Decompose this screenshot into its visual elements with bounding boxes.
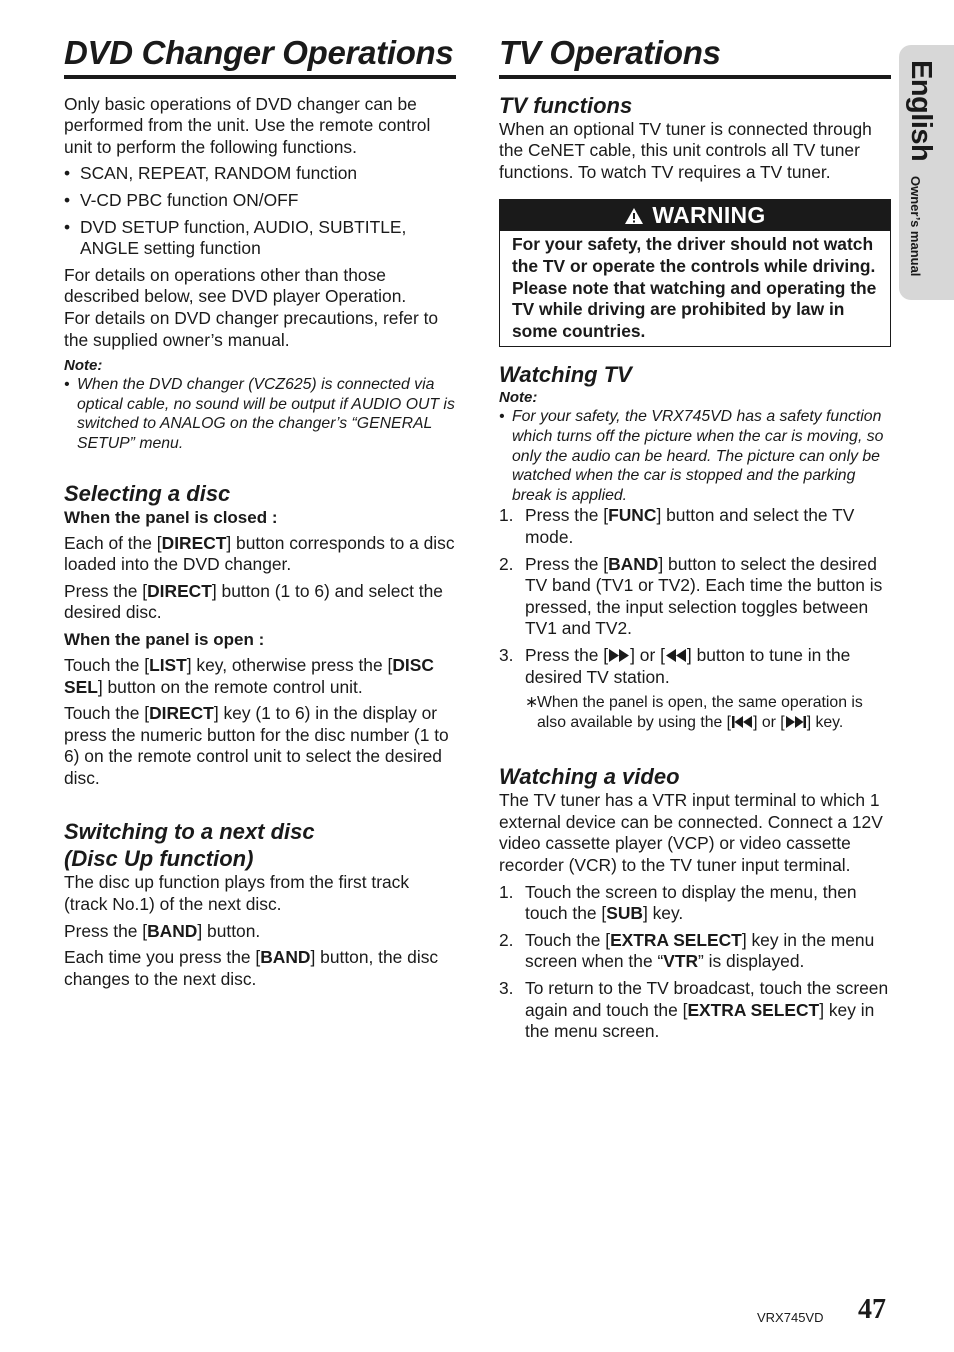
panel-open-heading: When the panel is open : [64,629,265,649]
watching-video-paragraph: The TV tuner has a VTR input terminal to which 1 external device can be connected. Connect a 12V video cassette player (VCP) or video cassette recorder (VCR) to the TV tuner input terminal. [499,790,883,876]
bullet-item: • V-CD PBC function ON/OFF [64,190,299,211]
details-paragraph: For details on DVD changer precautions, refer to the supplied owner’s manual. [64,307,439,350]
tv-functions-paragraph: When an optional TV tuner is connected through the CeNET cable, this unit controls all TV tuner functions. To watch TV requires a TV tuner. [499,118,872,182]
note-text: • For your safety, the VRX745VD has a safety function which turns off the picture when the car is moving, so only the audio can be heard. The picture can only be watched when the car is stopped and the parking break is applied. [499,408,884,504]
fast-forward-icon [608,648,630,663]
switching-disc-heading: Switching to a next disc (Disc Up function) [64,819,315,872]
page-number: 47 [858,1294,886,1325]
details-paragraph: For details on operations other than those described below, see DVD player Operation. [64,264,407,307]
next-track-icon [785,715,807,729]
intro-paragraph: Only basic operations of DVD changer can be performed from the unit. Use the remote control unit to perform the following functions. [64,93,431,157]
note-text: • When the DVD changer (VCZ625) is connected via optical cable, no sound will be output if AUDIO OUT is switched to ANALOG on the changer’s “GENERAL SETUP” menu. [64,376,455,452]
switching-paragraph: The disc up function plays from the first track (track No.1) of the next disc. [64,872,410,915]
warning-box [499,199,891,347]
step-item: 1. Press the [FUNC] button and select the TV mode. [499,505,855,547]
panel-closed-paragraph: Each of the [DIRECT] button corresponds to a disc loaded into the DVD changer. [64,532,455,575]
tv-operations-title: TV Operations [499,36,891,79]
panel-open-paragraph: Touch the [LIST] key, otherwise press the [DISC SEL] button on the remote control unit. [64,654,434,697]
language-label: English [905,60,937,162]
tv-operations-section [499,36,891,1048]
warning-text: For your safety, the driver should not watch the TV or operate the controls while driving. Please note that watching and operating the TV while driving are prohibited by law in some countries. [512,234,877,341]
panel-open-paragraph: Touch the [DIRECT] key (1 to 6) in the display or press the numeric button for the disc number (1 to 6) on the remote control unit to select the desired disc. [64,703,449,788]
note-heading: Note: [64,357,103,375]
step-item: 3. Press the [ ] or [ ] button to tune in the desired TV station. [499,644,851,687]
previous-track-icon [731,715,753,729]
rewind-icon [665,648,687,663]
step-item: 3. To return to the TV broadcast, touch the screen again and touch the [EXTRA SELECT] key in the menu screen. [499,978,889,1042]
bullet-item: • SCAN, REPEAT, RANDOM function [64,163,358,184]
model-number: VRX745VD [757,1310,824,1325]
note-heading: Note: [499,389,538,407]
dvd-changer-title: DVD Changer Operations [64,36,456,79]
warning-label: WARNING [652,202,766,229]
watching-tv-heading: Watching TV [499,362,632,388]
warning-header [500,200,890,231]
watching-video-heading: Watching a video [499,764,680,790]
step-item: 1. Touch the screen to display the menu, then touch the [SUB] key. [499,881,857,924]
panel-closed-heading: When the panel is closed : [64,507,278,527]
dvd-changer-section [64,36,456,995]
switching-paragraph: Each time you press the [BAND] button, the disc changes to the next disc. [64,947,439,989]
asterisk-note: ∗When the panel is open, the same operation is also available by using the [ ] or [ ] key. [525,694,863,731]
owners-manual-label: Owner’s manual [908,176,923,277]
panel-closed-paragraph: Press the [DIRECT] button (1 to 6) and select the desired disc. [64,580,443,623]
bullet-item: • DVD SETUP function, AUDIO, SUBTITLE, ANGLE setting function [64,216,407,259]
step-item: 2. Touch the [EXTRA SELECT] key in the menu screen when the “VTR” is displayed. [499,929,875,972]
selecting-disc-heading: Selecting a disc [64,480,231,506]
warning-triangle-icon [624,207,644,225]
tv-functions-heading: TV functions [499,92,633,118]
step-item: 2. Press the [BAND] button to select the desired TV band (TV1 or TV2). Each time the button is pressed, the input selection toggles between TV1 and TV2. [499,553,883,639]
switching-paragraph: Press the [BAND] button. [64,920,261,941]
